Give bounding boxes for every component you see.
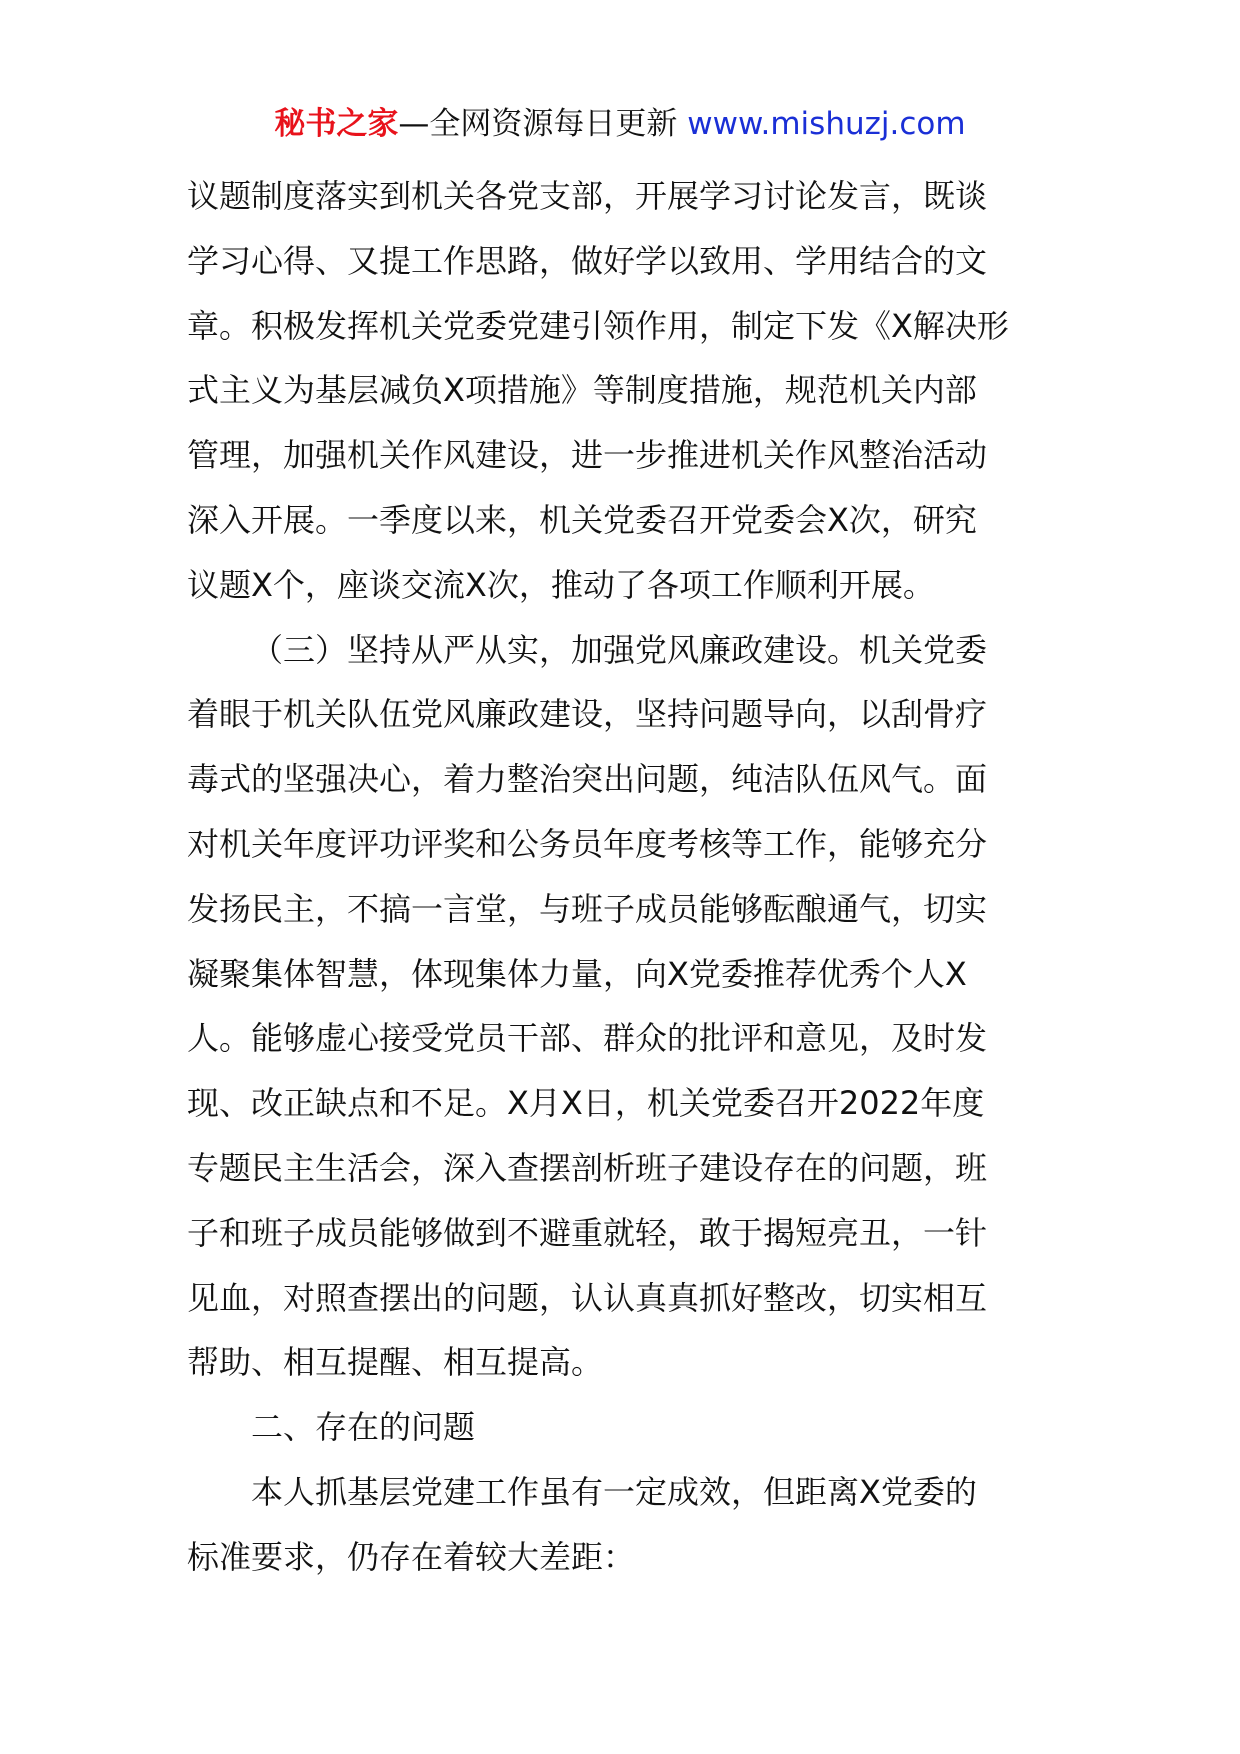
brand-name: 秘书之家	[274, 106, 399, 142]
text-line: 对机关年度评功评奖和公务员年度考核等工作，能够充分	[187, 824, 988, 863]
text-line: 凝聚集体智慧，体现集体力量，向X党委推荐优秀个人X	[187, 954, 967, 993]
text-line: 管理，加强机关作风建设，进一步推进机关作风整治活动	[187, 436, 988, 475]
text-line: 式主义为基层减负X项措施》等制度措施，规范机关内部	[187, 371, 977, 410]
section-heading: 二、存在的问题	[251, 1408, 476, 1447]
brand-tagline: —全网资源每日更新	[398, 106, 678, 142]
text-line: 子和班子成员能够做到不避重就轻，敢于揭短亮丑，一针	[187, 1213, 988, 1252]
document-body	[187, 164, 1057, 1590]
site-url-link[interactable]: www.mishuzj.com	[687, 106, 966, 142]
text-line: 人。能够虚心接受党员干部、群众的批评和意见，及时发	[187, 1019, 988, 1058]
text-line: 议题制度落实到机关各党支部，开展学习讨论发言，既谈	[187, 177, 988, 215]
section-heading-line: （三）坚持从严从实，加强党风廉政建设。机关党委	[251, 630, 988, 669]
text-line: 现、改正缺点和不足。X月X日，机关党委召开2022年度	[187, 1084, 985, 1123]
text-line: 标准要求，仍存在着较大差距：	[187, 1537, 636, 1576]
site-banner	[0, 104, 1240, 144]
text-line: 专题民主生活会，深入查摆剖析班子建设存在的问题，班	[187, 1148, 988, 1187]
text-line: 本人抓基层党建工作虽有一定成效，但距离X党委的	[251, 1472, 977, 1511]
text-line: 学习心得、又提工作思路，做好学以致用、学用结合的文	[187, 241, 988, 280]
text-line: 毒式的坚强决心，着力整治突出问题，纯洁队伍风气。面	[187, 760, 988, 799]
text-line: 深入开展。一季度以来，机关党委召开党委会X次，研究	[187, 500, 977, 539]
text-line: 章。积极发挥机关党委党建引领作用，制定下发《X解决形	[187, 306, 1009, 345]
text-line: 帮助、相互提醒、相互提高。	[187, 1343, 604, 1382]
text-line: 发扬民主，不搞一言堂，与班子成员能够酝酿通气，切实	[187, 889, 988, 928]
text-line: 着眼于机关队伍党风廉政建设，坚持问题导向，以刮骨疗	[187, 695, 988, 734]
text-line: 议题X个，座谈交流X次，推动了各项工作顺利开展。	[187, 565, 935, 604]
text-line: 见血，对照查摆出的问题，认认真真抓好整改，切实相互	[187, 1278, 988, 1317]
